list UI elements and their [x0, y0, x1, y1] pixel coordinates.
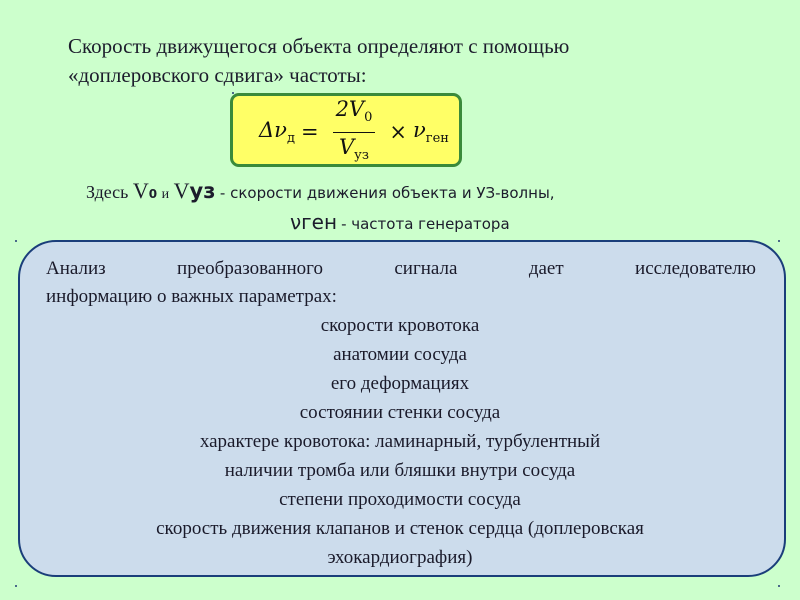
- note-desc-1: - скорости движения объекта и УЗ-волны,: [219, 184, 555, 202]
- intro-text: [68, 32, 748, 90]
- note-and: и: [161, 187, 170, 202]
- lead-line-1: [46, 255, 756, 283]
- lead-word: сигнала: [394, 258, 458, 279]
- note-line-2: [290, 210, 510, 234]
- nu-gen-symbol: νген: [290, 210, 338, 234]
- parameter-list: [46, 311, 754, 572]
- lead-word: Анализ: [46, 258, 106, 279]
- vuz-symbol: V: [173, 178, 190, 203]
- list-item: наличии тромба или бляшки внутри сосуда: [224, 460, 576, 481]
- formula-lhs: $\Delta\nu_д$: [259, 118, 295, 146]
- formula-fraction: [333, 97, 376, 168]
- v0-sub: 0: [148, 187, 158, 201]
- formula-box: [230, 93, 462, 167]
- doppler-formula: [259, 96, 449, 163]
- formula-rhs: $\nu_{ген}$: [412, 118, 449, 146]
- list-item: характере кровотока: ламинарный, турбулентный: [199, 431, 601, 452]
- list-item: анатомии сосуда: [333, 344, 467, 365]
- list-item: эхокардиография): [327, 547, 473, 568]
- decor-dot: [778, 585, 780, 587]
- decor-dot: [778, 240, 780, 242]
- list-item: его деформациях: [330, 373, 470, 394]
- decor-dot: [15, 585, 17, 587]
- formula-numerator: $2V_0$: [333, 97, 376, 133]
- vuz-sub: уз: [189, 179, 216, 203]
- lead-line-2: информацию о важных параметрах:: [46, 286, 337, 307]
- decor-dot: [15, 240, 17, 242]
- formula-times: ×: [389, 120, 407, 144]
- info-lead: [46, 255, 756, 311]
- list-item: состоянии стенки сосуда: [299, 402, 501, 423]
- note-prefix: Здесь: [86, 182, 129, 202]
- lead-word: исследователю: [635, 258, 756, 279]
- lead-word: преобразованного: [177, 258, 323, 279]
- note-desc-2: - частота генератора: [341, 215, 510, 233]
- list-item: скорость движения клапанов и стенок сердца (доплеровская: [156, 518, 644, 539]
- list-item: скорости кровотока: [320, 315, 480, 336]
- intro-line-2: «доплеровского сдвига» частоты:: [68, 63, 367, 87]
- note-line-1: [86, 178, 555, 204]
- formula-equals: =: [300, 120, 319, 144]
- list-item: степени проходимости сосуда: [279, 489, 521, 510]
- v0-symbol: V: [132, 178, 149, 203]
- decor-dot: [232, 92, 234, 94]
- lead-word: дает: [528, 258, 564, 279]
- intro-line-1: Скорость движущегося объекта определяют с помощью: [68, 34, 570, 58]
- formula-denominator: $V_{уз}$: [339, 134, 369, 163]
